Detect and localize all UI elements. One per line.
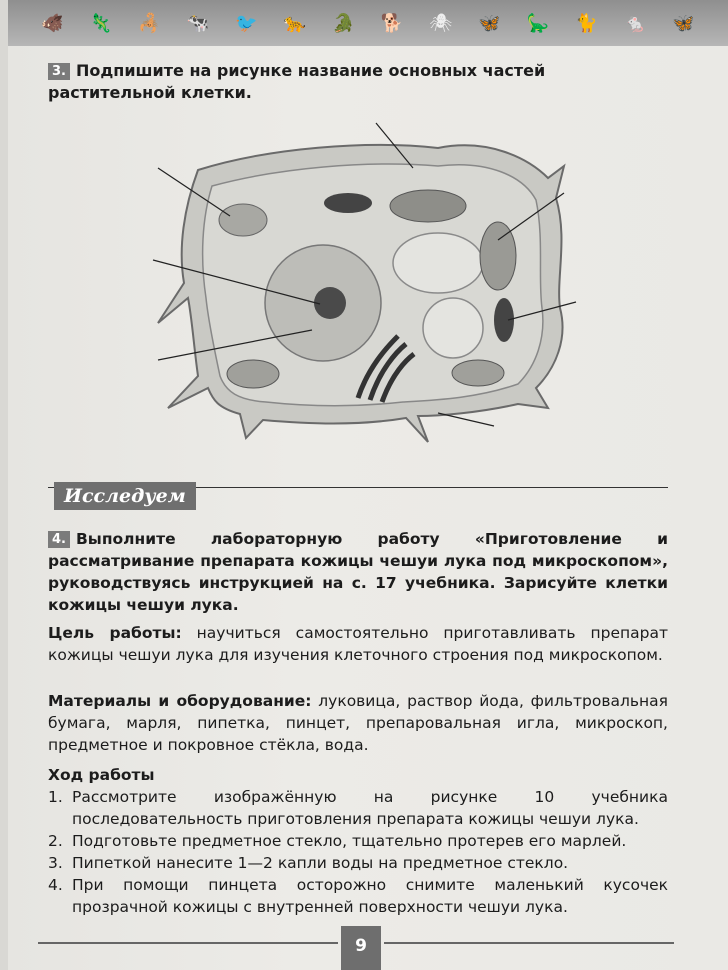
cow-icon: 🐄 — [186, 12, 210, 34]
animal-icons-banner — [8, 0, 728, 46]
procedure-step — [48, 874, 668, 918]
cat-icon: 🐈 — [575, 12, 598, 34]
materials-text: луковица, раствор йода, фильтровальная бумага, марля, пипетка, пинцет, препаровальная игла, микроскоп, предметное и покровное стёкла, вода. — [48, 692, 668, 754]
step-text: Подготовьте предметное стекло, тщательно протерев его марлей. — [72, 832, 627, 850]
goal-label: Цель работы: — [48, 624, 182, 642]
step-text: Пипеткой нанесите 1—2 капли воды на предметное стекло. — [72, 854, 569, 872]
section-title: Исследуем — [54, 482, 196, 510]
procedure — [48, 764, 668, 918]
boar-icon: 🐗 — [41, 12, 64, 34]
task-number: 3. — [48, 63, 70, 80]
procedure-steps — [48, 786, 668, 918]
spider-icon: 🕷 — [429, 12, 453, 34]
task-number: 4. — [48, 531, 70, 548]
chloroplast — [219, 204, 267, 236]
chloroplast — [390, 190, 466, 222]
step-number: 2. — [48, 832, 63, 850]
plant-cell-diagram — [8, 108, 728, 458]
nucleolus — [314, 287, 346, 319]
step-number: 3. — [48, 854, 63, 872]
goal-text: научиться самостоятельно приготавливать препарат кожицы чешуи лука для изучения клеточного строения под микроскопом. — [48, 624, 668, 664]
lizard-icon: 🦎 — [89, 12, 112, 34]
scorpion-icon: 🦂 — [138, 12, 161, 34]
vacuole — [393, 233, 483, 293]
step-text: Рассмотрите изображённую на рисунке 10 учебника последовательность приготовления препарата кожицы чешуи лука. — [72, 788, 668, 828]
chloroplast — [227, 360, 279, 388]
task-3-text: Подпишите на рисунке название основных частей растительной клетки. — [48, 61, 546, 102]
bird-icon: 🐦 — [235, 12, 258, 34]
vacuole-small — [423, 298, 483, 358]
procedure-step — [48, 852, 668, 874]
dinosaur-icon: 🦕 — [526, 12, 550, 34]
goal-paragraph — [48, 622, 668, 666]
crocodile-icon: 🐊 — [332, 12, 355, 34]
dog-icon: 🐕 — [380, 12, 404, 34]
bottom-rule-right — [384, 942, 674, 944]
moth-icon: 🦋 — [672, 12, 695, 34]
procedure-step — [48, 786, 668, 830]
butterfly-icon: 🦋 — [478, 12, 501, 34]
bottom-rule-left — [38, 942, 338, 944]
mitochondrion — [494, 298, 514, 342]
step-number: 4. — [48, 876, 63, 894]
mitochondrion — [324, 193, 372, 213]
page-number: 9 — [341, 926, 381, 970]
procedure-title: Ход работы — [48, 766, 155, 784]
procedure-step — [48, 830, 668, 852]
task-4-text: Выполните лабораторную работу «Приготовление и рассматривание препарата кожицы чешуи лука под микроскопом», руководствуясь инструкцией на с. 17 учебника. Зарисуйте клетки кожицы чешуи лука. — [48, 530, 668, 614]
workbook-page — [8, 0, 728, 970]
task-4 — [48, 528, 668, 616]
chloroplast — [452, 360, 504, 386]
step-text: При помощи пинцета осторожно снимите маленький кусочек прозрачной кожицы с внутренней поверхности чешуи лука. — [72, 876, 668, 916]
chloroplast — [480, 222, 516, 290]
mouse-icon: 🐁 — [623, 12, 647, 34]
task-3 — [48, 60, 668, 104]
leopard-icon: 🐆 — [283, 12, 307, 34]
step-number: 1. — [48, 788, 63, 806]
materials-paragraph — [48, 690, 668, 756]
materials-label: Материалы и оборудование: — [48, 692, 312, 710]
